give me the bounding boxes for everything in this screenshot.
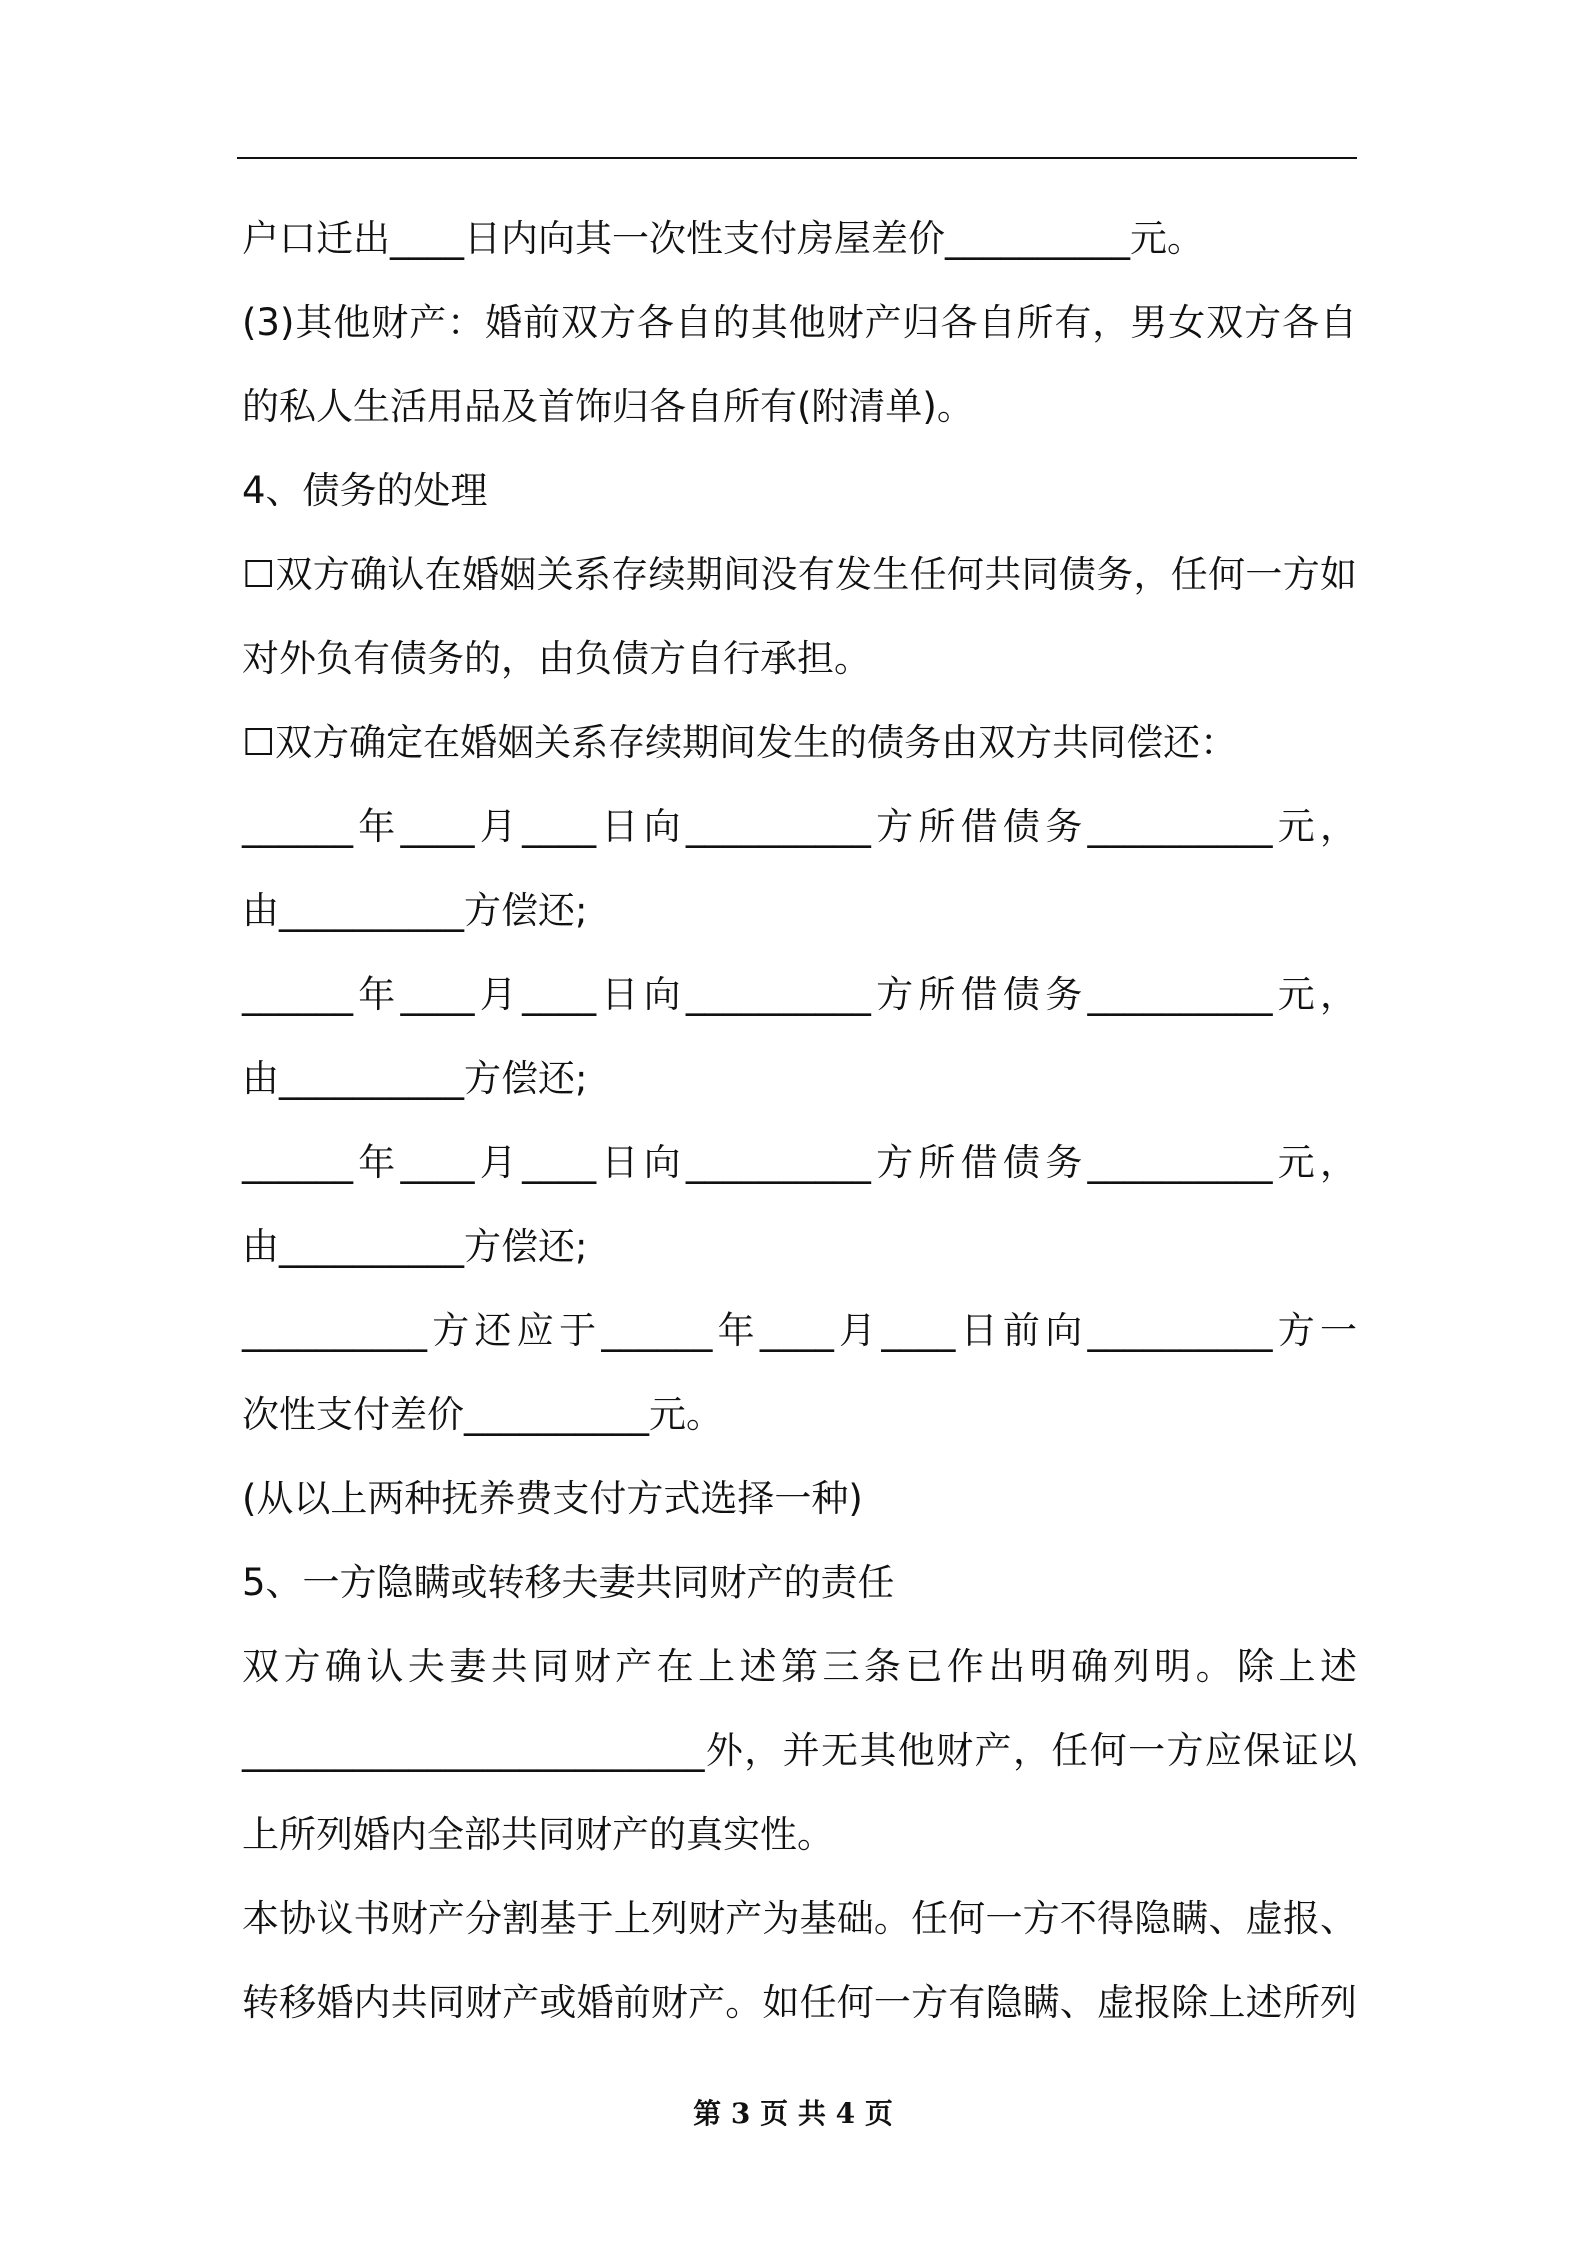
- text-line: 次性支付差价__________元。: [242, 1393, 723, 1436]
- text-line: 上所列婚内全部共同财产的真实性。: [242, 1813, 834, 1856]
- text-line: __________方还应于______年____月____日前向__________方一: [242, 1309, 1357, 1352]
- debt-repayer-line: 由__________方偿还;: [242, 889, 588, 932]
- text-line: 对外负有债务的，由负债方自行承担。: [242, 637, 871, 680]
- debt-entry-line: ______年____月____日向__________方所借债务__________元，: [242, 805, 1357, 848]
- debt-entry-line: ______年____月____日向__________方所借债务__________元，: [242, 973, 1357, 1016]
- text-line: 户口迁出____日内向其一次性支付房屋差价__________元。: [242, 217, 1204, 260]
- debt-entry-line: ______年____月____日向__________方所借债务__________元，: [242, 1141, 1357, 1184]
- text-line: 双方确认夫妻共同财产在上述第三条已作出明确列明。除上述: [242, 1645, 1357, 1688]
- checkbox-option-text: ☐双方确认在婚姻关系存续期间没有发生任何共同债务，任何一方如: [242, 553, 1357, 596]
- text-line: (3)其他财产：婚前双方各自的其他财产归各自所有，男女双方各自: [242, 301, 1357, 344]
- checkbox-option-text: ☐双方确定在婚姻关系存续期间发生的债务由双方共同偿还：: [242, 721, 1238, 764]
- section-heading: 5、一方隐瞒或转移夫妻共同财产的责任: [242, 1561, 895, 1604]
- section-heading: 4、债务的处理: [242, 469, 488, 512]
- text-line: 的私人生活用品及首饰归各自所有(附清单)。: [242, 385, 974, 428]
- document-body: [242, 197, 1357, 2045]
- page-number-footer: 第 3 页 共 4 页: [693, 2097, 893, 2130]
- text-line: _________________________外，并无其他财产，任何一方应保证以: [242, 1729, 1357, 1772]
- debt-repayer-line: 由__________方偿还;: [242, 1225, 588, 1268]
- text-line: 本协议书财产分割基于上列财产为基础。任何一方不得隐瞒、虚报、: [242, 1897, 1357, 1940]
- text-line: 转移婚内共同财产或婚前财产。如任何一方有隐瞒、虚报除上述所列: [242, 1981, 1357, 2024]
- header-rule: [237, 157, 1357, 159]
- debt-repayer-line: 由__________方偿还;: [242, 1057, 588, 1100]
- note-line: (从以上两种抚养费支付方式选择一种): [242, 1477, 863, 1520]
